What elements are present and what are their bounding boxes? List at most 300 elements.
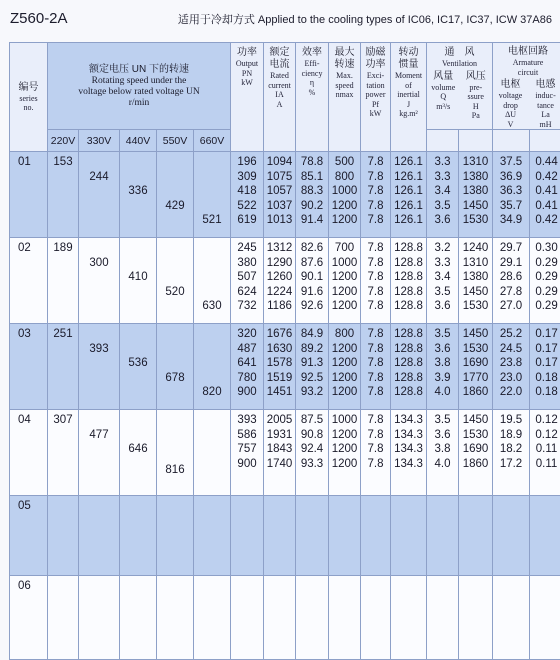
cell-inductance: [530, 496, 560, 576]
value: 522: [231, 199, 263, 214]
value: 4.0: [427, 457, 458, 472]
value: 128.8: [391, 385, 426, 400]
header-line: r/min: [48, 98, 230, 109]
cell-voltage-drop: [493, 152, 530, 238]
value: 800: [329, 170, 360, 185]
speed-value: 307: [48, 414, 78, 426]
header-line: no.: [10, 103, 47, 113]
header-line: power: [361, 90, 390, 100]
speed-value: 630: [194, 300, 230, 312]
value: 7.8: [361, 385, 390, 400]
value: 7.8: [361, 241, 390, 256]
header-line: Exci-: [361, 71, 390, 81]
speed-value: 816: [157, 464, 193, 476]
cell-voltage-drop: [493, 238, 530, 324]
speed-cell: [120, 324, 157, 410]
cell-pressure: [459, 238, 493, 324]
speed-cell: [194, 496, 231, 576]
speed-value: 300: [79, 257, 119, 269]
header-line: circuit: [493, 68, 560, 78]
value: 0.17: [530, 342, 560, 357]
header-rated-speed: [48, 43, 231, 130]
header-line: 风压: [460, 71, 493, 83]
series-group-05: [10, 496, 560, 576]
header-line: La: [528, 110, 560, 120]
cell-inductance: [530, 324, 560, 410]
cell-max-speed: [329, 410, 361, 496]
cell-current: [264, 324, 296, 410]
cell-excitation: [361, 324, 391, 410]
voltage-330v: 330V: [79, 130, 120, 152]
value: 1530: [459, 342, 492, 357]
header-line: J: [391, 100, 426, 110]
cell-voltage-drop: [493, 576, 530, 660]
value: 380: [231, 256, 263, 271]
cell-inductance: [530, 152, 560, 238]
cell-excitation: [361, 576, 391, 660]
value: 7.8: [361, 457, 390, 472]
header-line: H: [460, 102, 493, 112]
speed-value: 429: [157, 200, 193, 212]
header-line: ciency: [296, 69, 328, 79]
value: 500: [329, 155, 360, 170]
value: 1451: [264, 385, 295, 400]
cooling-types-text: 适用于冷却方式 Applied to the cooling types of IC06, IC17, IC37, ICW 37A86: [178, 11, 552, 27]
value: 780: [231, 371, 263, 386]
cell-inertia: [391, 576, 427, 660]
value: 2005: [264, 413, 295, 428]
value: 487: [231, 342, 263, 357]
header-line: voltage below rated voltage UN: [48, 87, 230, 98]
header-line: IA: [264, 90, 295, 100]
value: 1770: [459, 371, 492, 386]
series-group-06: [10, 576, 560, 660]
value: 0.44: [530, 155, 560, 170]
cell-max-speed: [329, 152, 361, 238]
speed-value: 521: [194, 214, 230, 226]
value: 0.29: [530, 299, 560, 314]
value: 7.8: [361, 270, 390, 285]
header-line: 电感: [528, 79, 560, 91]
header-series: [10, 43, 48, 152]
value: 23.8: [493, 356, 529, 371]
cell-output: [231, 410, 264, 496]
value: 17.2: [493, 457, 529, 472]
value: 1200: [329, 442, 360, 457]
value: 7.8: [361, 199, 390, 214]
header-line: Ventilation: [427, 59, 492, 69]
header-filler: [427, 130, 459, 152]
value: 0.29: [530, 270, 560, 285]
value: 732: [231, 299, 263, 314]
header-current: [264, 43, 296, 152]
value: 0.42: [530, 170, 560, 185]
value: 7.8: [361, 356, 390, 371]
value: 1200: [329, 199, 360, 214]
cell-inertia: [391, 496, 427, 576]
voltage-220v: 220V: [48, 130, 79, 152]
value: 85.1: [296, 170, 328, 185]
value: 126.1: [391, 184, 426, 199]
value: 641: [231, 356, 263, 371]
header-line: tation: [361, 81, 390, 91]
value: 320: [231, 327, 263, 342]
value: 0.30: [530, 241, 560, 256]
value: 3.8: [427, 442, 458, 457]
cell-max-speed: [329, 324, 361, 410]
value: 28.6: [493, 270, 529, 285]
value: 700: [329, 241, 360, 256]
value: 35.7: [493, 199, 529, 214]
value: 37.5: [493, 155, 529, 170]
speed-cell: [48, 496, 79, 576]
header-filler: [459, 130, 493, 152]
speed-cell: [120, 152, 157, 238]
series-no: 04: [10, 410, 48, 496]
value: 7.8: [361, 299, 390, 314]
value: 128.8: [391, 285, 426, 300]
value: 0.12: [530, 413, 560, 428]
value: 1200: [329, 213, 360, 228]
value: 128.8: [391, 327, 426, 342]
cell-pressure: [459, 496, 493, 576]
cell-volume: [427, 410, 459, 496]
value: 134.3: [391, 428, 426, 443]
value: 1380: [459, 184, 492, 199]
value: 1690: [459, 356, 492, 371]
value: 1290: [264, 256, 295, 271]
header-line: 转速: [329, 59, 360, 71]
value: 3.6: [427, 428, 458, 443]
speed-value: 410: [120, 271, 156, 283]
header-line: nmax: [329, 90, 360, 100]
value: 90.8: [296, 428, 328, 443]
value: 128.8: [391, 356, 426, 371]
value: 1519: [264, 371, 295, 386]
value: 3.6: [427, 342, 458, 357]
value: 1931: [264, 428, 295, 443]
value: 1057: [264, 184, 295, 199]
value: 90.1: [296, 270, 328, 285]
value: 1075: [264, 170, 295, 185]
header-line: Rated: [264, 71, 295, 81]
speed-value: 646: [120, 443, 156, 455]
value: 1240: [459, 241, 492, 256]
value: 89.2: [296, 342, 328, 357]
speed-cell: [48, 410, 79, 496]
armature-sub: [493, 79, 560, 129]
cell-current: [264, 152, 296, 238]
header-line: Q: [427, 92, 460, 102]
speed-cell: [157, 576, 194, 660]
value: 7.8: [361, 327, 390, 342]
header-line: pre-: [460, 83, 493, 93]
value: 1578: [264, 356, 295, 371]
cell-current: [264, 410, 296, 496]
cell-output: [231, 152, 264, 238]
cell-volume: [427, 576, 459, 660]
value: 1860: [459, 457, 492, 472]
speed-cell: [194, 152, 231, 238]
header-line: speed: [329, 81, 360, 91]
value: 19.5: [493, 413, 529, 428]
value: 3.5: [427, 327, 458, 342]
header-line: η: [296, 78, 328, 88]
series-group-01: [10, 152, 560, 238]
header-line: 功率: [231, 47, 263, 59]
cell-efficiency: [296, 324, 329, 410]
header-row-1: [10, 43, 560, 130]
value: 29.7: [493, 241, 529, 256]
cell-max-speed: [329, 238, 361, 324]
value: 128.8: [391, 371, 426, 386]
header-inertia: [391, 43, 427, 152]
value: 1200: [329, 428, 360, 443]
header-line: 励磁: [361, 47, 390, 59]
header-line: series: [10, 94, 47, 104]
cell-voltage-drop: [493, 496, 530, 576]
cell-efficiency: [296, 238, 329, 324]
value: 7.8: [361, 155, 390, 170]
value: 3.5: [427, 413, 458, 428]
value: 128.8: [391, 342, 426, 357]
model-title: Z560-2A: [10, 10, 178, 27]
page-header: [10, 10, 552, 30]
cell-inertia: [391, 238, 427, 324]
value: 126.1: [391, 155, 426, 170]
header-line: Moment: [391, 71, 426, 81]
value: 126.1: [391, 199, 426, 214]
value: 1450: [459, 413, 492, 428]
cell-inductance: [530, 238, 560, 324]
value: 1200: [329, 270, 360, 285]
cell-volume: [427, 238, 459, 324]
cell-excitation: [361, 410, 391, 496]
header-efficiency: [296, 43, 329, 152]
value: 29.1: [493, 256, 529, 271]
speed-value: 244: [79, 171, 119, 183]
value: 3.2: [427, 241, 458, 256]
value: 82.6: [296, 241, 328, 256]
header-line: kg.m²: [391, 109, 426, 119]
value: 3.9: [427, 371, 458, 386]
value: 757: [231, 442, 263, 457]
header-volume: [427, 71, 460, 121]
header-line: of: [391, 81, 426, 91]
header-line: V: [493, 120, 528, 130]
speed-cell: [48, 238, 79, 324]
speed-value: 189: [48, 242, 78, 254]
series-no: 05: [10, 496, 48, 576]
speed-value: 820: [194, 386, 230, 398]
value: 3.3: [427, 155, 458, 170]
speed-cell: [157, 238, 194, 324]
value: 7.8: [361, 442, 390, 457]
cell-current: [264, 576, 296, 660]
header-pressure: [460, 71, 493, 121]
speed-cell: [79, 576, 120, 660]
header-line: Pf: [361, 100, 390, 110]
value: 1676: [264, 327, 295, 342]
value: 93.3: [296, 457, 328, 472]
value: 1200: [329, 385, 360, 400]
speed-cell: [79, 410, 120, 496]
header-line: ΔU: [493, 110, 528, 120]
value: 87.5: [296, 413, 328, 428]
cell-max-speed: [329, 576, 361, 660]
value: 91.3: [296, 356, 328, 371]
value: 18.9: [493, 428, 529, 443]
value: 1630: [264, 342, 295, 357]
cell-efficiency: [296, 496, 329, 576]
value: 128.8: [391, 241, 426, 256]
header-line: A: [264, 100, 295, 110]
header-line: %: [296, 88, 328, 98]
header-max-speed: [329, 43, 361, 152]
cell-excitation: [361, 152, 391, 238]
value: 7.8: [361, 342, 390, 357]
series-group-02: [10, 238, 560, 324]
value: 87.6: [296, 256, 328, 271]
cell-pressure: [459, 152, 493, 238]
value: 245: [231, 241, 263, 256]
value: 3.6: [427, 299, 458, 314]
value: 586: [231, 428, 263, 443]
value: 1224: [264, 285, 295, 300]
series-no: 02: [10, 238, 48, 324]
header-line: 效率: [296, 47, 328, 59]
header-line: 电流: [264, 59, 295, 71]
cell-excitation: [361, 496, 391, 576]
value: 7.8: [361, 256, 390, 271]
header-line: 额定: [264, 47, 295, 59]
value: 7.8: [361, 213, 390, 228]
value: 1200: [329, 299, 360, 314]
value: 900: [231, 457, 263, 472]
value: 1200: [329, 371, 360, 386]
cell-inertia: [391, 324, 427, 410]
value: 1860: [459, 385, 492, 400]
voltage-550v: 550V: [157, 130, 194, 152]
cell-output: [231, 496, 264, 576]
value: 1200: [329, 342, 360, 357]
value: 93.2: [296, 385, 328, 400]
header-line: tance: [528, 101, 560, 111]
value: 126.1: [391, 170, 426, 185]
cell-pressure: [459, 410, 493, 496]
value: 0.18: [530, 385, 560, 400]
header-line: kW: [231, 78, 263, 88]
value: 0.29: [530, 256, 560, 271]
header-line: voltage: [493, 91, 528, 101]
value: 1312: [264, 241, 295, 256]
ventilation-sub: [427, 71, 492, 121]
value: 0.17: [530, 356, 560, 371]
cell-max-speed: [329, 496, 361, 576]
value: 18.2: [493, 442, 529, 457]
value: 7.8: [361, 285, 390, 300]
value: 0.29: [530, 285, 560, 300]
speed-value: 678: [157, 372, 193, 384]
header-line: inertial: [391, 90, 426, 100]
header-line: current: [264, 81, 295, 91]
speed-cell: [48, 576, 79, 660]
speed-cell: [120, 238, 157, 324]
value: 78.8: [296, 155, 328, 170]
value: 0.17: [530, 327, 560, 342]
speed-cell: [79, 496, 120, 576]
header-line: 通 风: [427, 47, 492, 59]
speed-value: 536: [120, 357, 156, 369]
value: 23.0: [493, 371, 529, 386]
value: 1037: [264, 199, 295, 214]
speed-cell: [194, 410, 231, 496]
value: 0.41: [530, 199, 560, 214]
header-line: Max.: [329, 71, 360, 81]
cell-current: [264, 496, 296, 576]
cell-output: [231, 238, 264, 324]
cell-volume: [427, 152, 459, 238]
speed-value: 153: [48, 156, 78, 168]
header-line: 转动: [391, 47, 426, 59]
value: 34.9: [493, 213, 529, 228]
value: 7.8: [361, 170, 390, 185]
value: 1450: [459, 285, 492, 300]
speed-cell: [79, 152, 120, 238]
value: 1530: [459, 299, 492, 314]
cell-current: [264, 238, 296, 324]
speed-value: 520: [157, 286, 193, 298]
speed-cell: [157, 496, 194, 576]
value: 36.9: [493, 170, 529, 185]
value: 126.1: [391, 213, 426, 228]
header-output: [231, 43, 264, 152]
header-armature: [493, 43, 560, 130]
header-inductance: [528, 79, 560, 129]
cell-inductance: [530, 576, 560, 660]
header-line: 惯量: [391, 59, 426, 71]
series-no: 01: [10, 152, 48, 238]
value: 1000: [329, 184, 360, 199]
value: 91.4: [296, 213, 328, 228]
header-line: 编号: [10, 82, 47, 94]
speed-cell: [120, 576, 157, 660]
cell-voltage-drop: [493, 324, 530, 410]
value: 24.5: [493, 342, 529, 357]
speed-cell: [120, 496, 157, 576]
value: 1000: [329, 413, 360, 428]
header-line: Pa: [460, 111, 493, 121]
value: 418: [231, 184, 263, 199]
value: 134.3: [391, 457, 426, 472]
value: 1310: [459, 155, 492, 170]
value: 128.8: [391, 299, 426, 314]
value: 619: [231, 213, 263, 228]
header-line: induc-: [528, 91, 560, 101]
value: 7.8: [361, 413, 390, 428]
value: 1690: [459, 442, 492, 457]
header-line: mH: [528, 120, 560, 130]
speed-cell: [157, 410, 194, 496]
series-no: 03: [10, 324, 48, 410]
header-excitation: [361, 43, 391, 152]
value: 3.8: [427, 356, 458, 371]
cell-volume: [427, 496, 459, 576]
speed-cell: [194, 576, 231, 660]
value: 1200: [329, 457, 360, 472]
value: 1740: [264, 457, 295, 472]
header-line: drop: [493, 101, 528, 111]
